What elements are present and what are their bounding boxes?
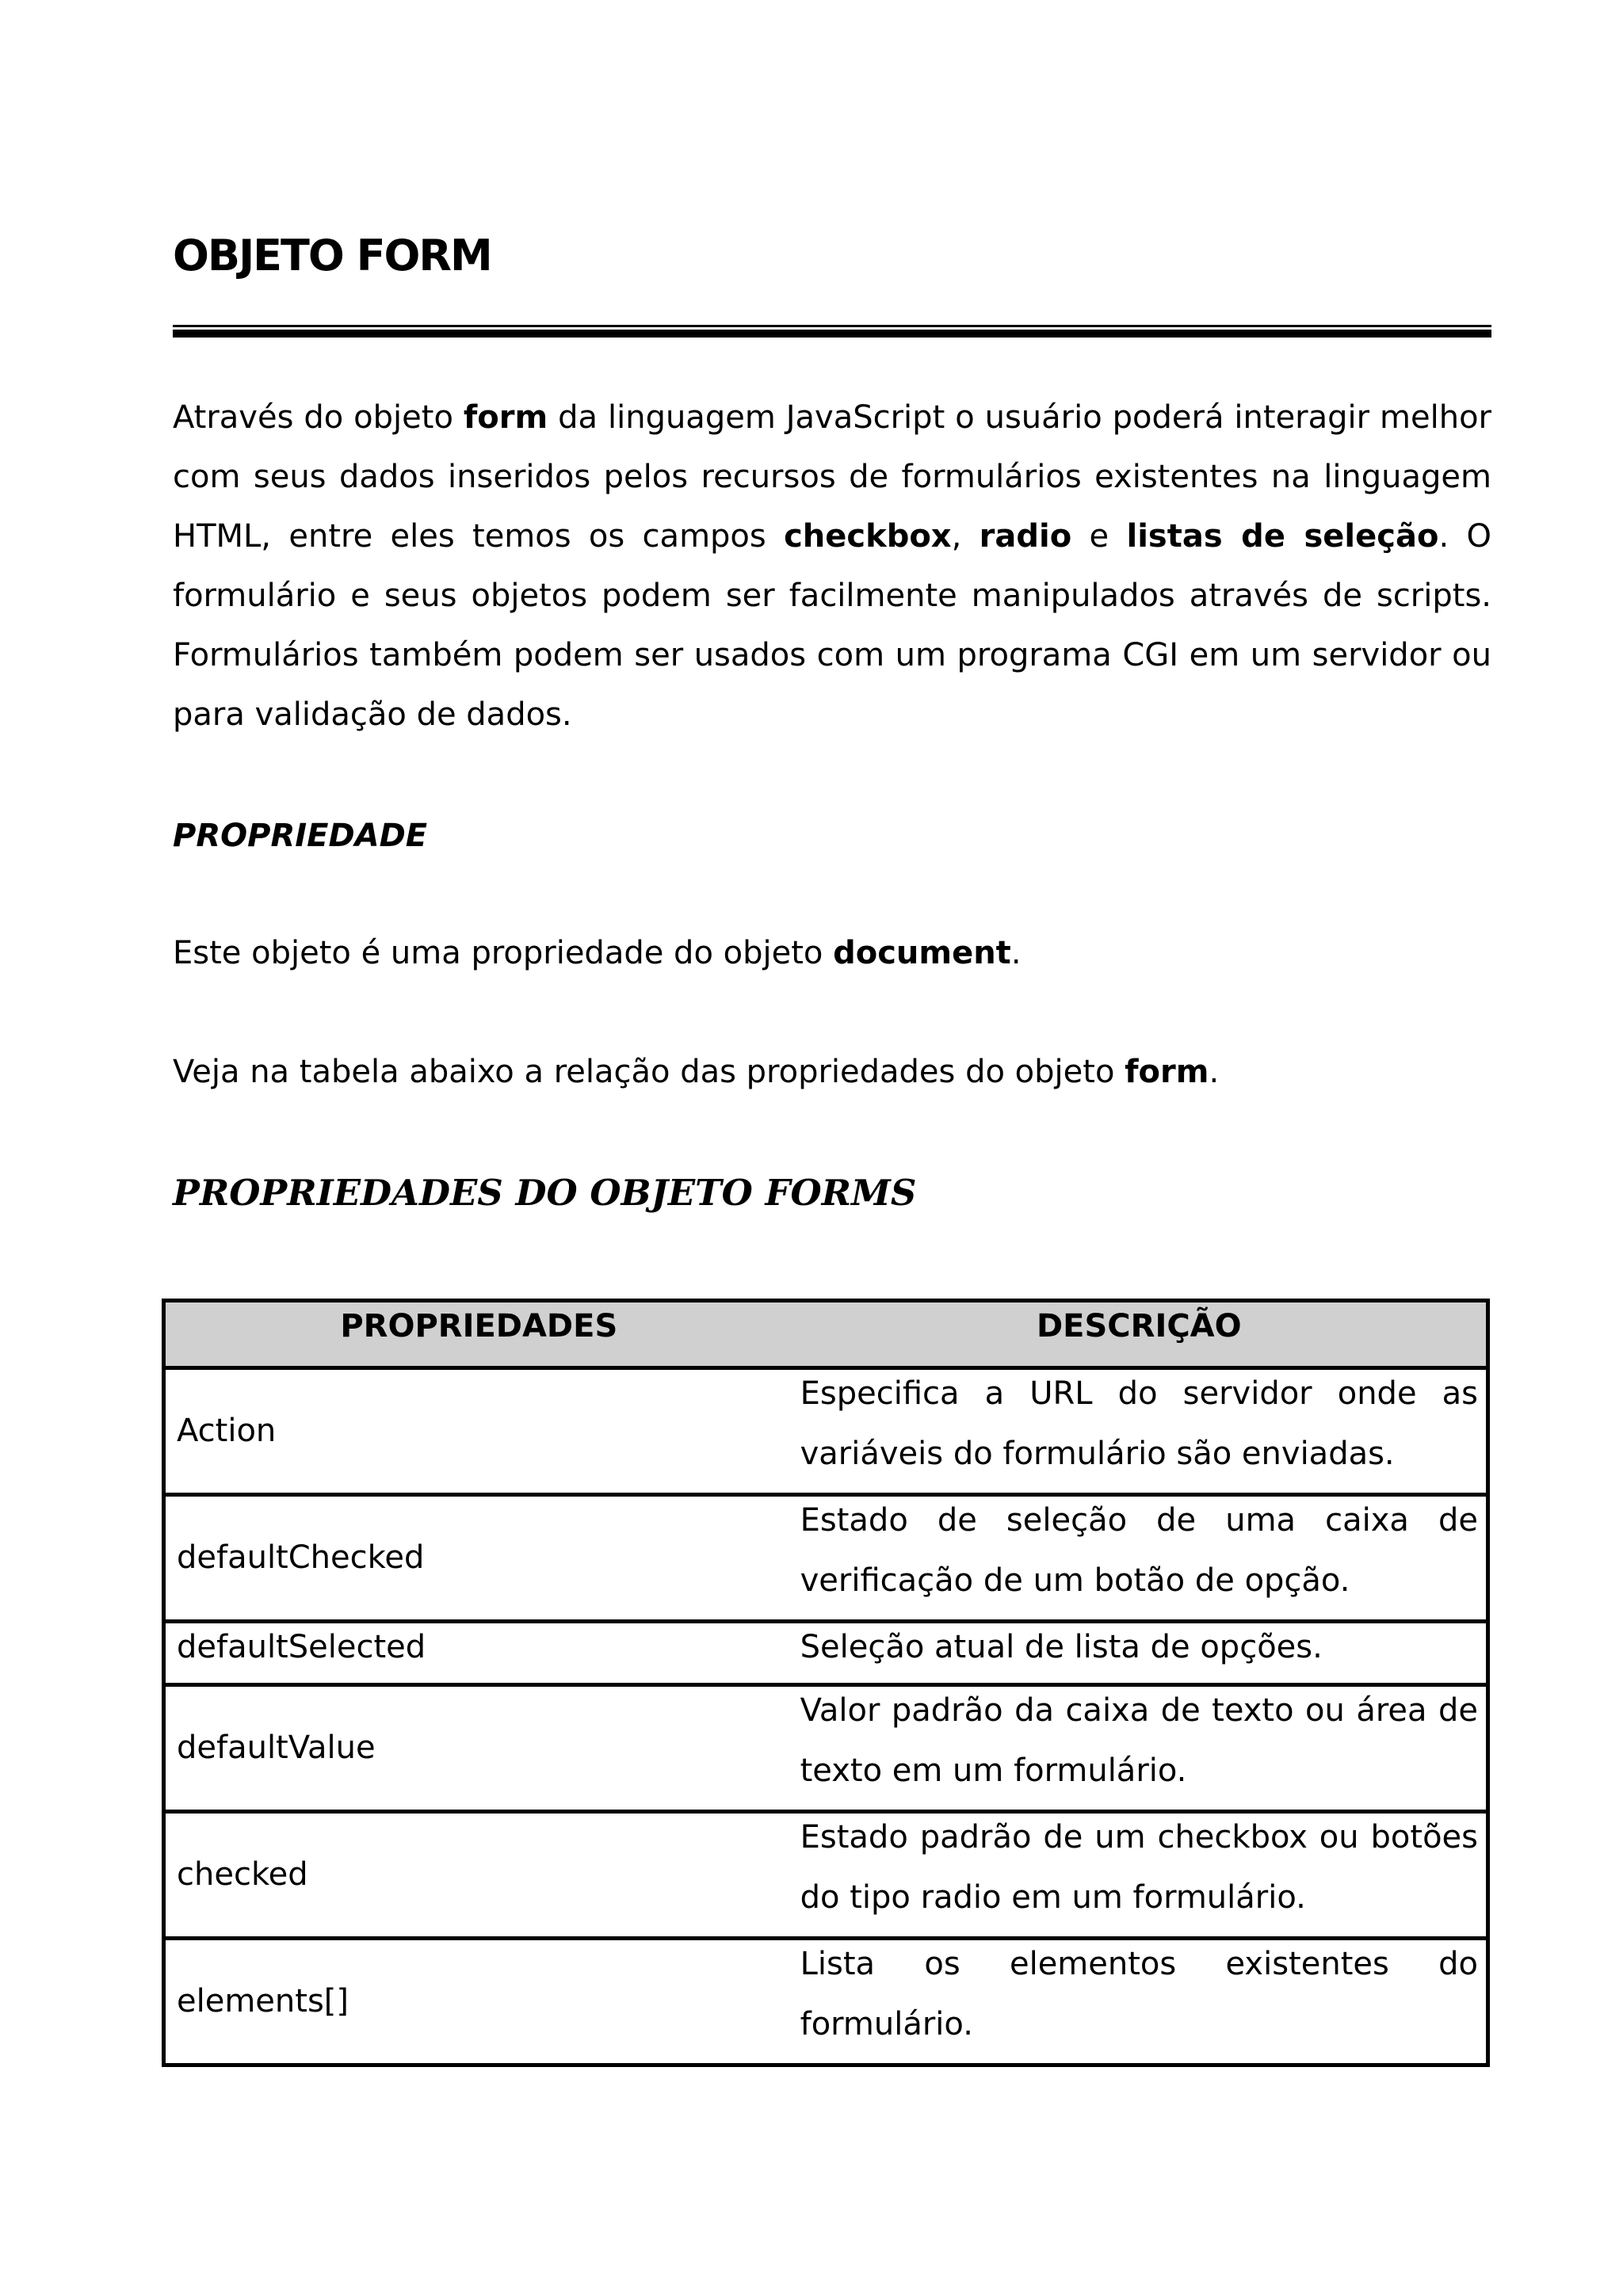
intro-text-4: e (1071, 518, 1127, 555)
p3-text-1: Veja na tabela abaixo a relação das propriedades do objeto (173, 1054, 1125, 1090)
intro-bold-form: form (463, 399, 548, 436)
property-name: defaultChecked (177, 1539, 425, 1576)
table-header-properties: PROPRIEDADES (340, 1308, 618, 1344)
table-row (166, 1619, 1486, 1683)
intro-bold-checkbox: checkbox (784, 518, 952, 555)
intro-text-5: . O formulário e seus objetos podem ser facilmente manipulados através de scripts. Formulários também podem ser usados com um programa CGI em um servidor ou para validação de dados. (173, 518, 1491, 733)
intro-text-3: , (951, 518, 980, 555)
property-name: elements[] (177, 1983, 349, 2019)
intro-bold-listas: listas de seleção (1126, 518, 1439, 555)
property-name: Action (177, 1413, 277, 1449)
intro-paragraph (173, 388, 1491, 745)
property-description: Especifica a URL do servidor onde as variáveis do formulário são enviadas. (800, 1375, 1478, 1472)
table-row (166, 1366, 1486, 1493)
property-name: defaultValue (177, 1730, 376, 1766)
page-title: OBJETO FORM (173, 231, 491, 280)
p2-bold-document: document (833, 935, 1011, 971)
p3-text-2: . (1209, 1054, 1220, 1090)
properties-table (162, 1299, 1490, 2067)
p2-text-2: . (1010, 935, 1022, 971)
property-description: Seleção atual de lista de opções. (800, 1629, 1323, 1665)
intro-text-2: da linguagem JavaScript o usuário poderá interagir melhor com seus dados inseridos pelos recursos de formulários existentes na linguagem HTML, entre eles temos os campos (173, 399, 1491, 555)
table-row (166, 1683, 1486, 1810)
table-header-row (166, 1302, 1486, 1366)
table-row (166, 1936, 1486, 2063)
property-description: Estado de seleção de uma caixa de verificação de um botão de opção. (800, 1502, 1478, 1599)
title-divider-thin (173, 325, 1491, 327)
table-intro-paragraph (173, 1043, 1491, 1102)
property-name: defaultSelected (177, 1629, 426, 1665)
property-paragraph (173, 924, 1491, 983)
p3-bold-form: form (1125, 1054, 1209, 1090)
table-row (166, 1810, 1486, 1936)
table-heading: PROPRIEDADES DO OBJETO FORMS (173, 1172, 917, 1214)
property-description: Valor padrão da caixa de texto ou área de texto em um formulário. (800, 1692, 1478, 1789)
p2-text-1: Este objeto é uma propriedade do objeto (173, 935, 834, 971)
section-heading: PROPRIEDADE (173, 818, 428, 854)
property-description: Estado padrão de um checkbox ou botões do tipo radio em um formulário. (800, 1819, 1478, 1916)
title-divider-thick (173, 330, 1491, 338)
table-header-description: DESCRIÇÃO (1036, 1308, 1242, 1344)
table-row (166, 1493, 1486, 1619)
property-name: checked (177, 1856, 308, 1893)
intro-text-1: Através do objeto (173, 399, 464, 436)
intro-bold-radio: radio (979, 518, 1072, 555)
property-description: Lista os elementos existentes do formulário. (800, 1946, 1478, 2042)
